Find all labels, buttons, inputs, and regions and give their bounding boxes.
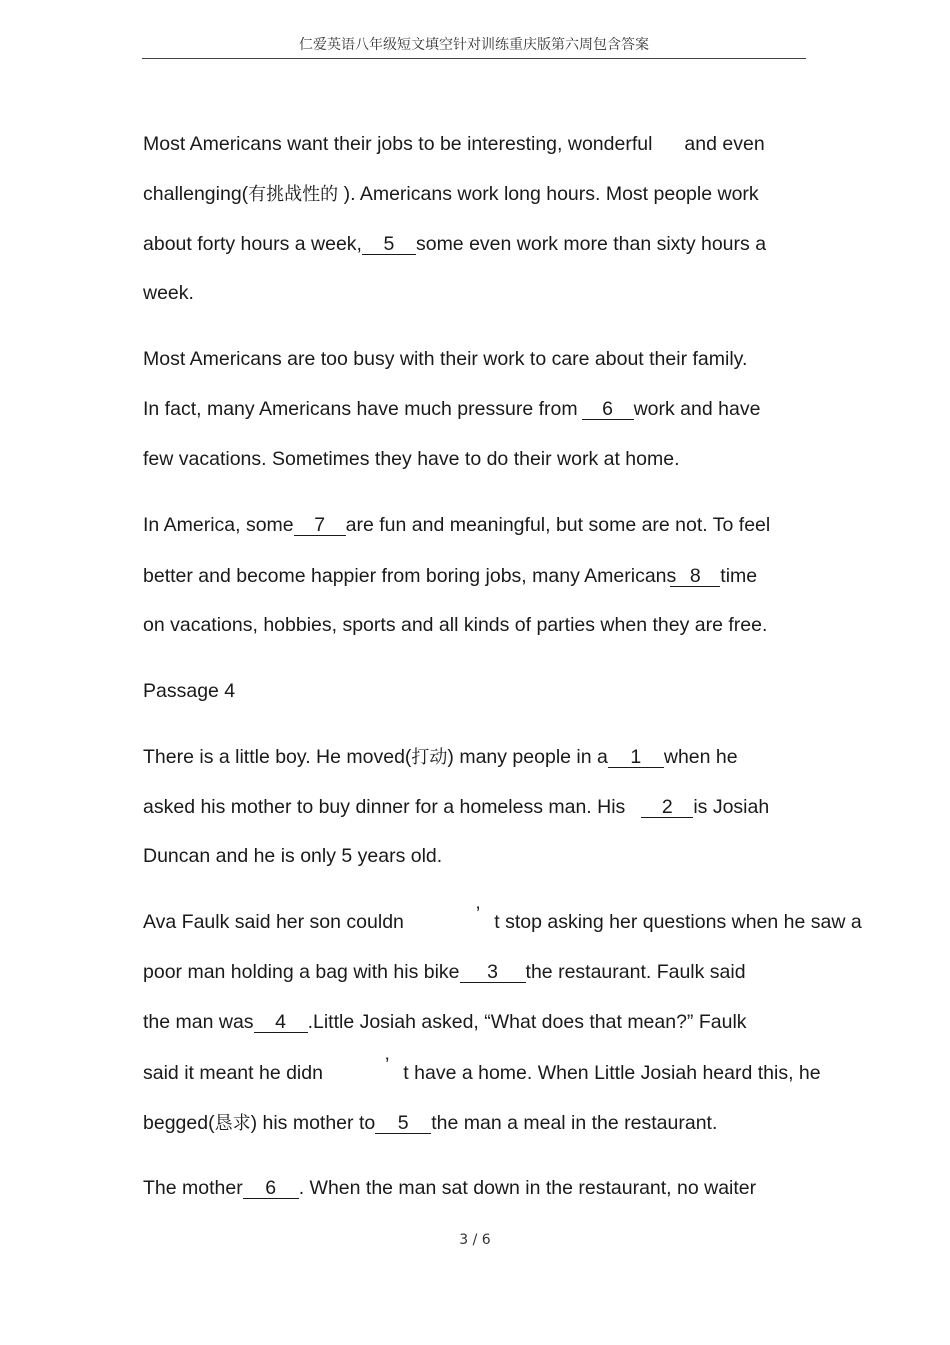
text: begged( — [143, 1112, 215, 1134]
blank-2: 2 — [641, 797, 693, 818]
paragraph-line — [143, 232, 766, 256]
text: is Josiah — [693, 796, 770, 818]
paragraph-line: on vacations, hobbies, sports and all kinds of parties when they are free. — [143, 614, 768, 636]
page-header-title: 仁爱英语八年级短文填空针对训练重庆版第六周包含答案 — [299, 37, 649, 53]
text: There is a little boy. He moved( — [143, 746, 412, 768]
blank-7: 7 — [294, 515, 346, 536]
apostrophe: ’ — [475, 903, 481, 925]
paragraph-line — [143, 182, 759, 207]
blank-5: 5 — [362, 234, 416, 255]
paragraph-line — [143, 960, 746, 984]
paragraph-line — [143, 1176, 756, 1200]
passage-title: Passage 4 — [143, 680, 236, 702]
text: some even work more than sixty hours a — [415, 233, 767, 255]
paragraph-line — [143, 1010, 747, 1034]
text: and even — [684, 133, 765, 155]
text: better and become happier from boring jobs, many Americans — [143, 565, 677, 587]
text: .Little Josiah asked, “What does that mean?” Faulk — [307, 1011, 747, 1033]
paragraph-line — [143, 903, 862, 934]
text: ). Americans work long hours. Most people work — [338, 183, 759, 205]
text: ) many people in a — [447, 746, 608, 768]
text: ) his mother to — [250, 1112, 376, 1134]
blank-4: 4 — [254, 1012, 308, 1033]
blank-3: 3 — [460, 962, 526, 983]
chinese-gloss: 有挑战性的 — [248, 184, 339, 205]
text: the man a meal in the restaurant. — [431, 1112, 718, 1134]
paragraph-line — [143, 513, 770, 537]
text: The mother — [143, 1177, 243, 1199]
blank-8: 8 — [670, 566, 720, 587]
apostrophe: ’ — [384, 1054, 390, 1076]
text: poor man holding a bag with his bike — [143, 961, 460, 983]
text: . When the man sat down in the restaurant, no waiter — [298, 1177, 757, 1199]
paragraph-line — [143, 745, 738, 770]
paragraph-line — [143, 1111, 717, 1136]
text: time — [720, 565, 758, 587]
blank-6: 6 — [243, 1178, 299, 1199]
text: are fun and meaningful, but some are not. To feel — [345, 514, 771, 536]
text: challenging( — [143, 183, 249, 205]
paragraph-line: Most Americans are too busy with their work to care about their family. — [143, 348, 748, 370]
text: t have a home. When Little Josiah heard this, he — [403, 1062, 821, 1084]
text: work and have — [633, 398, 761, 420]
header-divider — [142, 58, 806, 59]
text: In America, some — [143, 514, 294, 536]
paragraph-line — [143, 132, 765, 156]
text: about forty hours a week, — [143, 233, 362, 255]
paragraph-line — [143, 795, 769, 819]
paragraph-line: Duncan and he is only 5 years old. — [143, 845, 443, 867]
page-number: 3 / 6 — [459, 1232, 491, 1248]
paragraph-line — [143, 1054, 821, 1085]
paragraph-line: few vacations. Sometimes they have to do their work at home. — [143, 448, 680, 470]
text: In fact, many Americans have much pressure from — [143, 398, 578, 420]
text: when he — [663, 746, 738, 768]
chinese-gloss: 打动 — [411, 747, 448, 768]
paragraph-line — [143, 397, 760, 421]
text: t stop asking her questions when he saw a — [494, 911, 862, 933]
blank-6: 6 — [582, 399, 634, 420]
blank-5: 5 — [375, 1113, 431, 1134]
text: the man was — [143, 1011, 254, 1033]
text: said it meant he didn — [143, 1062, 323, 1084]
blank-1: 1 — [608, 747, 664, 768]
text: the restaurant. Faulk said — [525, 961, 746, 983]
chinese-gloss: 恳求 — [214, 1113, 251, 1134]
text: Ava Faulk said her son couldn — [143, 911, 404, 933]
paragraph-line — [143, 564, 757, 588]
text: asked his mother to buy dinner for a homeless man. His — [143, 796, 626, 818]
text: Most Americans want their jobs to be interesting, wonderful — [143, 133, 653, 155]
paragraph-line: week. — [143, 282, 194, 304]
